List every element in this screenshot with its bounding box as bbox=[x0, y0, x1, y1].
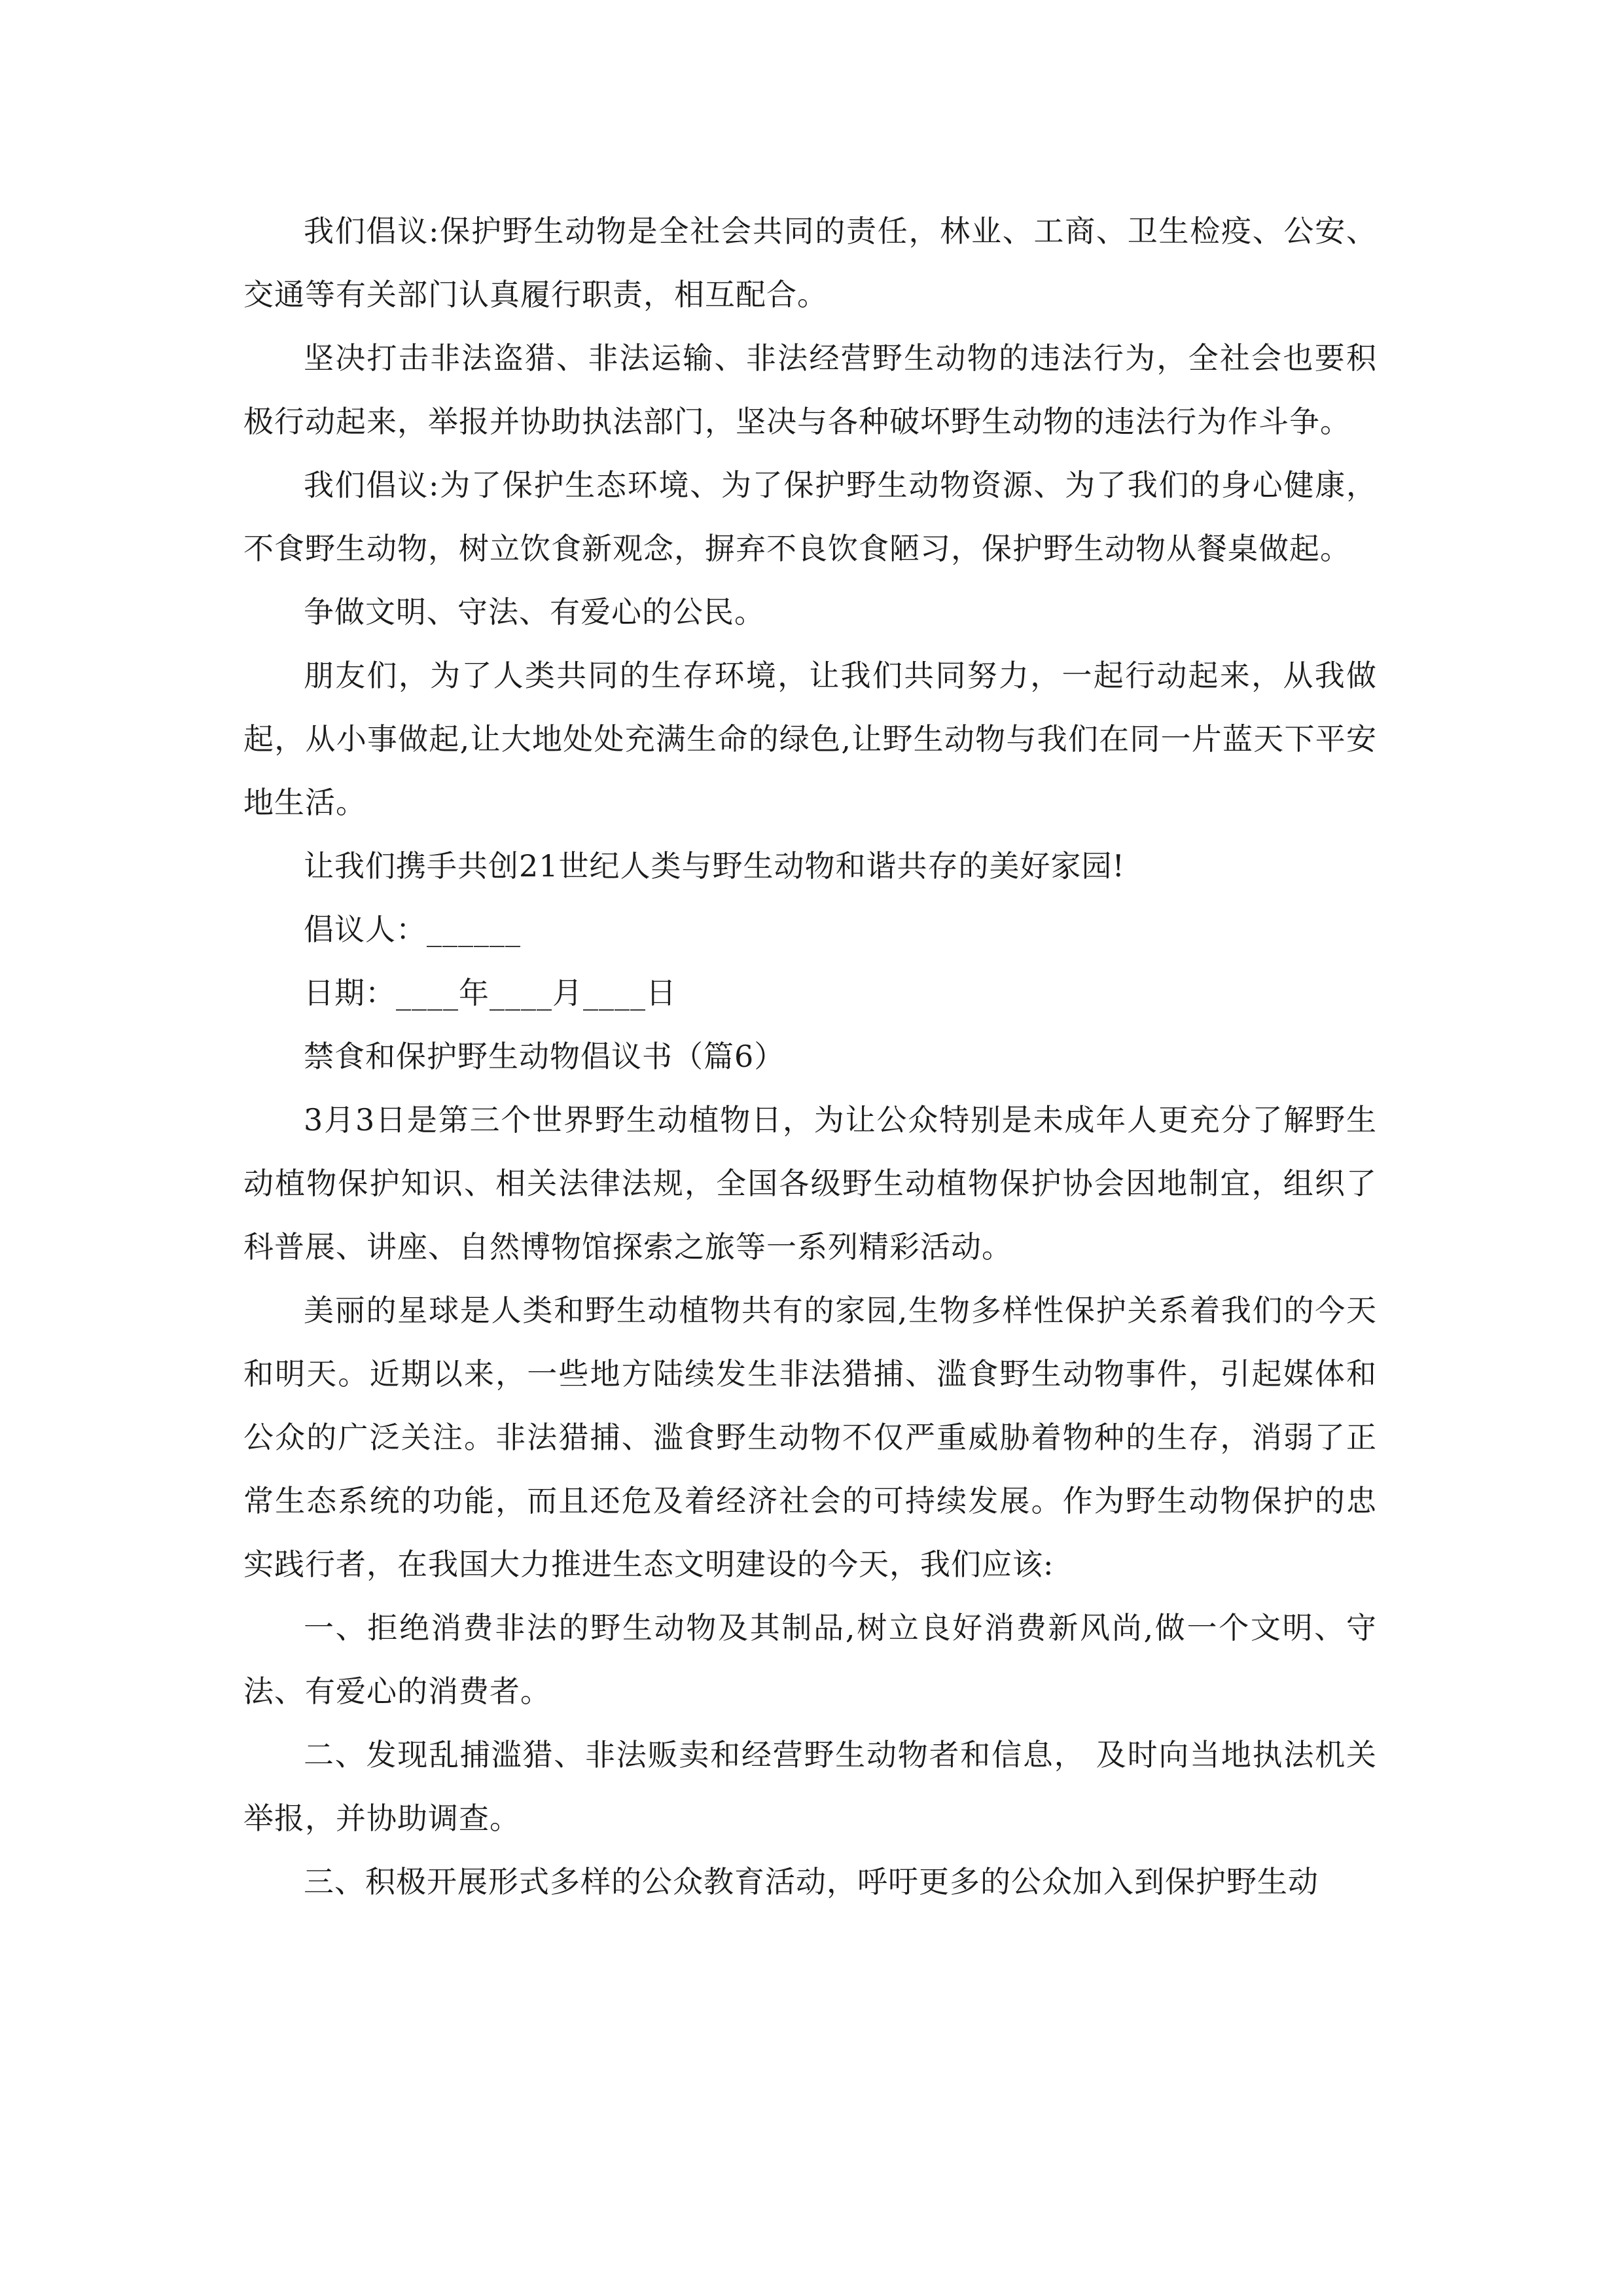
paragraph: 3月3日是第三个世界野生动植物日，为让公众特别是未成年人更充分了解野生动植物保护知识、相关法律法规，全国各级野生动植物保护协会因地制宜，组织了科普展、讲座、自然博物馆探索之旅等一系列精彩活动。 bbox=[243, 1102, 1377, 1265]
paragraph: 坚决打击非法盗猎、非法运输、非法经营野生动物的违法行为，全社会也要积极行动起来，举报并协助执法部门，坚决与各种破坏野生动物的违法行为作斗争。 bbox=[243, 340, 1377, 439]
proposer-line: 倡议人：______ bbox=[304, 912, 521, 947]
list-item: 二、发现乱捕滥猎、非法贩卖和经营野生动物者和信息， 及时向当地执法机关举报，并协助调查。 bbox=[243, 1737, 1377, 1836]
date-line: 日期：____年____月____日 bbox=[304, 975, 677, 1011]
body-text bbox=[243, 200, 1377, 1914]
paragraph: 争做文明、守法、有爱心的公民。 bbox=[304, 594, 765, 630]
paragraph: 美丽的星球是人类和野生动植物共有的家园,生物多样性保护关系着我们的今天和明天。近期以来，一些地方陆续发生非法猎捕、滥食野生动物事件，引起媒体和公众的广泛关注。非法猎捕、滥食野生动物不仅严重威胁着物种的生存，消弱了正常生态系统的功能，而且还危及着经济社会的可持续发展。作为野生动物保护的忠实践行者，在我国大力推进生态文明建设的今天，我们应该: bbox=[243, 1293, 1377, 1582]
paragraph: 我们倡议:为了保护生态环境、为了保护野生动物资源、为了我们的身心健康，不食野生动物，树立饮食新观念，摒弃不良饮食陋习，保护野生动物从餐桌做起。 bbox=[243, 467, 1377, 566]
paragraph: 让我们携手共创21世纪人类与野生动物和谐共存的美好家园! bbox=[304, 848, 1126, 884]
paragraph: 朋友们，为了人类共同的生存环境，让我们共同努力，一起行动起来，从我做起，从小事做起,让大地处处充满生命的绿色,让野生动物与我们在同一片蓝天下平安地生活。 bbox=[243, 658, 1377, 820]
list-item: 一、拒绝消费非法的野生动物及其制品,树立良好消费新风尚,做一个文明、守法、有爱心的消费者。 bbox=[243, 1610, 1377, 1709]
paragraph: 我们倡议:保护野生动物是全社会共同的责任，林业、工商、卫生检疫、公安、交通等有关部门认真履行职责，相互配合。 bbox=[243, 213, 1377, 312]
section-title: 禁食和保护野生动物倡议书（篇6） bbox=[304, 1039, 785, 1074]
list-item: 三、积极开展形式多样的公众教育活动，呼吁更多的公众加入到保护野生动 bbox=[304, 1864, 1319, 1899]
